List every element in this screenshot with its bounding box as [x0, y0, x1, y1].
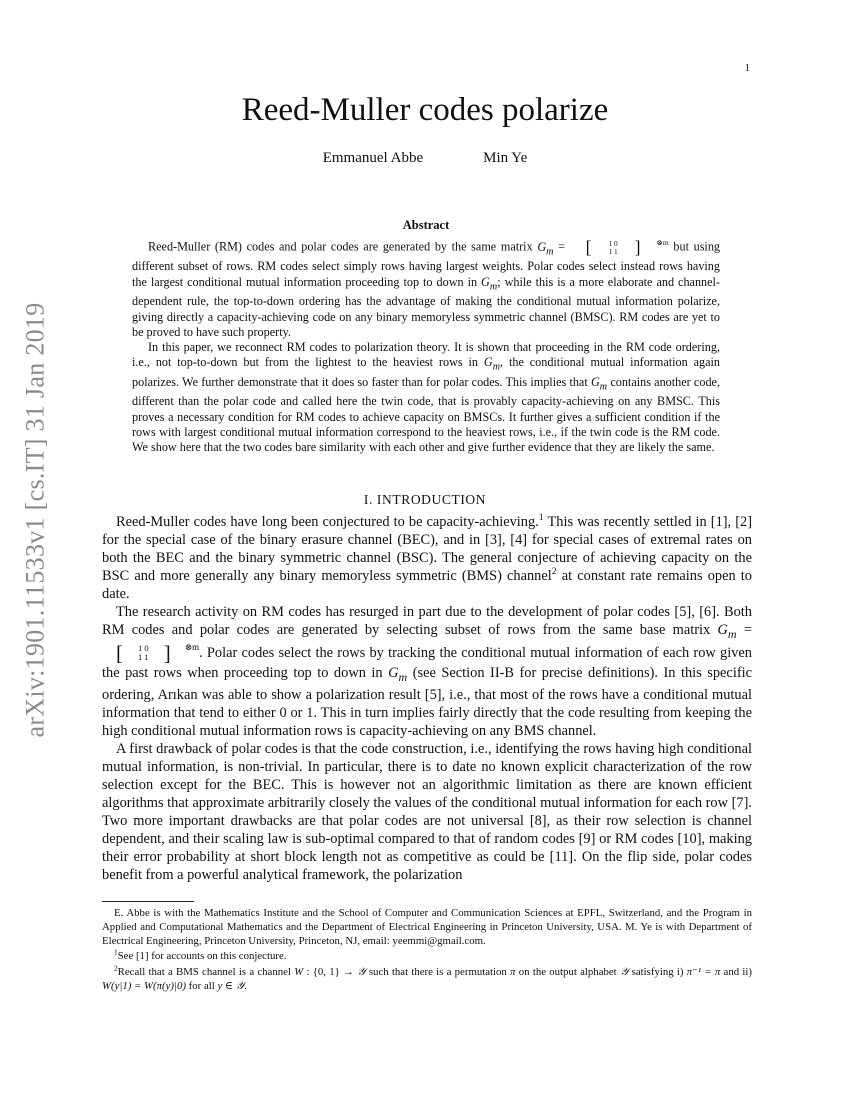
math-G: $G_m$	[537, 239, 554, 258]
author-name: Emmanuel Abbe	[322, 150, 424, 166]
body-paragraph: The research activity on RM codes has resurged in part due to the development of polar codes [5], [6]. Both RM codes and polar codes are generated by selecting subset of rows from the same base matrix $G_m$ = [ 1 0 1 1 ] $^{\otimes m}$ . Polar codes select the rows by tracking the conditional mutual information of each row given the past rows when proceeding top to down in $G_m$ (see Section II-B for precise definitions). In this specific ordering, Arıkan was able to show a polarization result [5], i.e., that most of the rows have a conditional mutual information that tend to either 0 or 1. This in turn implies fairly directly that the code resulting from keeping the high conditional mutual information rows is capacity-achieving on any BMS channel.	[102, 604, 752, 739]
author-list	[0, 150, 850, 167]
footnote-divider	[102, 901, 194, 902]
arxiv-stamp-text: arXiv:1901.11533v1 [cs.IT] 31 Jan 2019	[21, 302, 50, 738]
math-G: $G_m$	[388, 664, 408, 684]
body-paragraph: Reed-Muller codes have long been conjectured to be capacity-achieving.$^1$ This was recently settled in [1], [2] for the special case of the binary erasure channel (BEC), and in [3], [4] for special cases of extremal rates on both the BEC and the binary symmetric channel (BSC). The general conjecture of achieving capacity on the BSC and more generally any binary memoryless symmetric (BMS) channel$^2$ at constant rate remains open to date.	[102, 512, 752, 602]
paper-title: Reed-Muller codes polarize	[241, 92, 609, 128]
page-number: 1	[744, 62, 750, 74]
footnotes	[102, 907, 752, 996]
abstract-paragraph: In this paper, we reconnect RM codes to polarization theory. It is shown that proceeding in the RM code ordering, i.e., not top-to-down but from the lightest to the heaviest rows in $G_m$, the conditional mutual information again polarizes. We further demonstrate that it does so faster than for polar codes. This implies that $G_m$ contains another code, different than the polar code and called here the twin code, that is provably capacity-achieving on any BMSC. This proves a necessary condition for RM codes to achieve capacity on BMSCs. It further gives a sufficient condition if the rows with largest conditional mutual information correspond to the heaviest rows, i.e., if the twin code is the RM code. We show here that the two codes bare similarity with each other and give further evidence that they are likely the same.	[132, 339, 720, 455]
arxiv-identifier-stamp	[12, 302, 60, 738]
affiliation-note: E. Abbe is with the Mathematics Institute and the School of Computer and Communication Sciences at EPFL, Switzerland, and the Program in Applied and Computational Mathematics and the Department of Electrical Engineering in Princeton University, USA. M. Ye is with Department of Electrical Engineering, Princeton University, Princeton, NJ, email: yeemmi@gmail.com.	[102, 907, 752, 947]
abstract-paragraph: Reed-Muller (RM) codes and polar codes are generated by the same matrix $G_m$ = [ 1 0 1 1 ] $^{\otimes m}$ but using different subset of rows. RM codes select simply rows having largest weights. Polar codes select instead rows having the largest conditional mutual information proceeding top to down in $G_m$; while this is a more elaborate and channel-dependent rule, the top-to-down ordering has the advantage of making the conditional mutual information polarize, giving directly a capacity-achieving code on any binary memoryless symmetric channel (BMSC). RM codes are yet to be proved to have such property.	[132, 237, 721, 339]
math-G: $G_m$	[483, 355, 501, 373]
section-heading: I. INTRODUCTION	[363, 492, 487, 507]
footnote: $^2$Recall that a BMS channel is a channel W : {0, 1} → 𝒴 such that there is a permutation π on the output alphabet 𝒴 satisfying i) π⁻¹ = π and ii) W(y|1) = W(π(y)|0) for all y ∈ 𝒴.	[102, 963, 752, 992]
body-paragraph: A first drawback of polar codes is that the code construction, i.e., identifying the rows having high conditional mutual information, is non-trivial. In particular, there is to date no known explicit characterization of the row selection except for the BEC. This is however not an algorithmic limitation as there are known efficient algorithms that approximate arbitrarily closely the values of the conditional mutual information for each row [7]. Two more important drawbacks are that polar codes are not universal [8], as their row selection is channel dependent, and their scaling law is sub-optimal compared to that of random codes [9] or RM codes [10], making their error probability at short block length not as competitive as could be [11]. On the flip side, polar codes benefit from a powerful analytical framework, the polarization	[102, 740, 752, 883]
base-matrix: [ 1 0 1 1 ] $^{\otimes m}$	[585, 237, 669, 258]
base-matrix: [ 1 0 1 1 ] $^{\otimes m}$	[116, 640, 200, 665]
author-name: Min Ye	[483, 150, 528, 166]
math-G: $G_m$	[590, 374, 608, 393]
math-G: $G_m$	[717, 622, 737, 641]
math-G: $G_m$	[481, 274, 498, 293]
footnote: $^1$See [1] for accounts on this conjecture.	[114, 947, 287, 963]
abstract-heading: Abstract	[402, 218, 450, 232]
body-text	[102, 513, 752, 884]
footnote-ref: 2	[551, 566, 557, 578]
footnote-ref: 1	[538, 512, 544, 524]
abstract	[132, 218, 720, 455]
